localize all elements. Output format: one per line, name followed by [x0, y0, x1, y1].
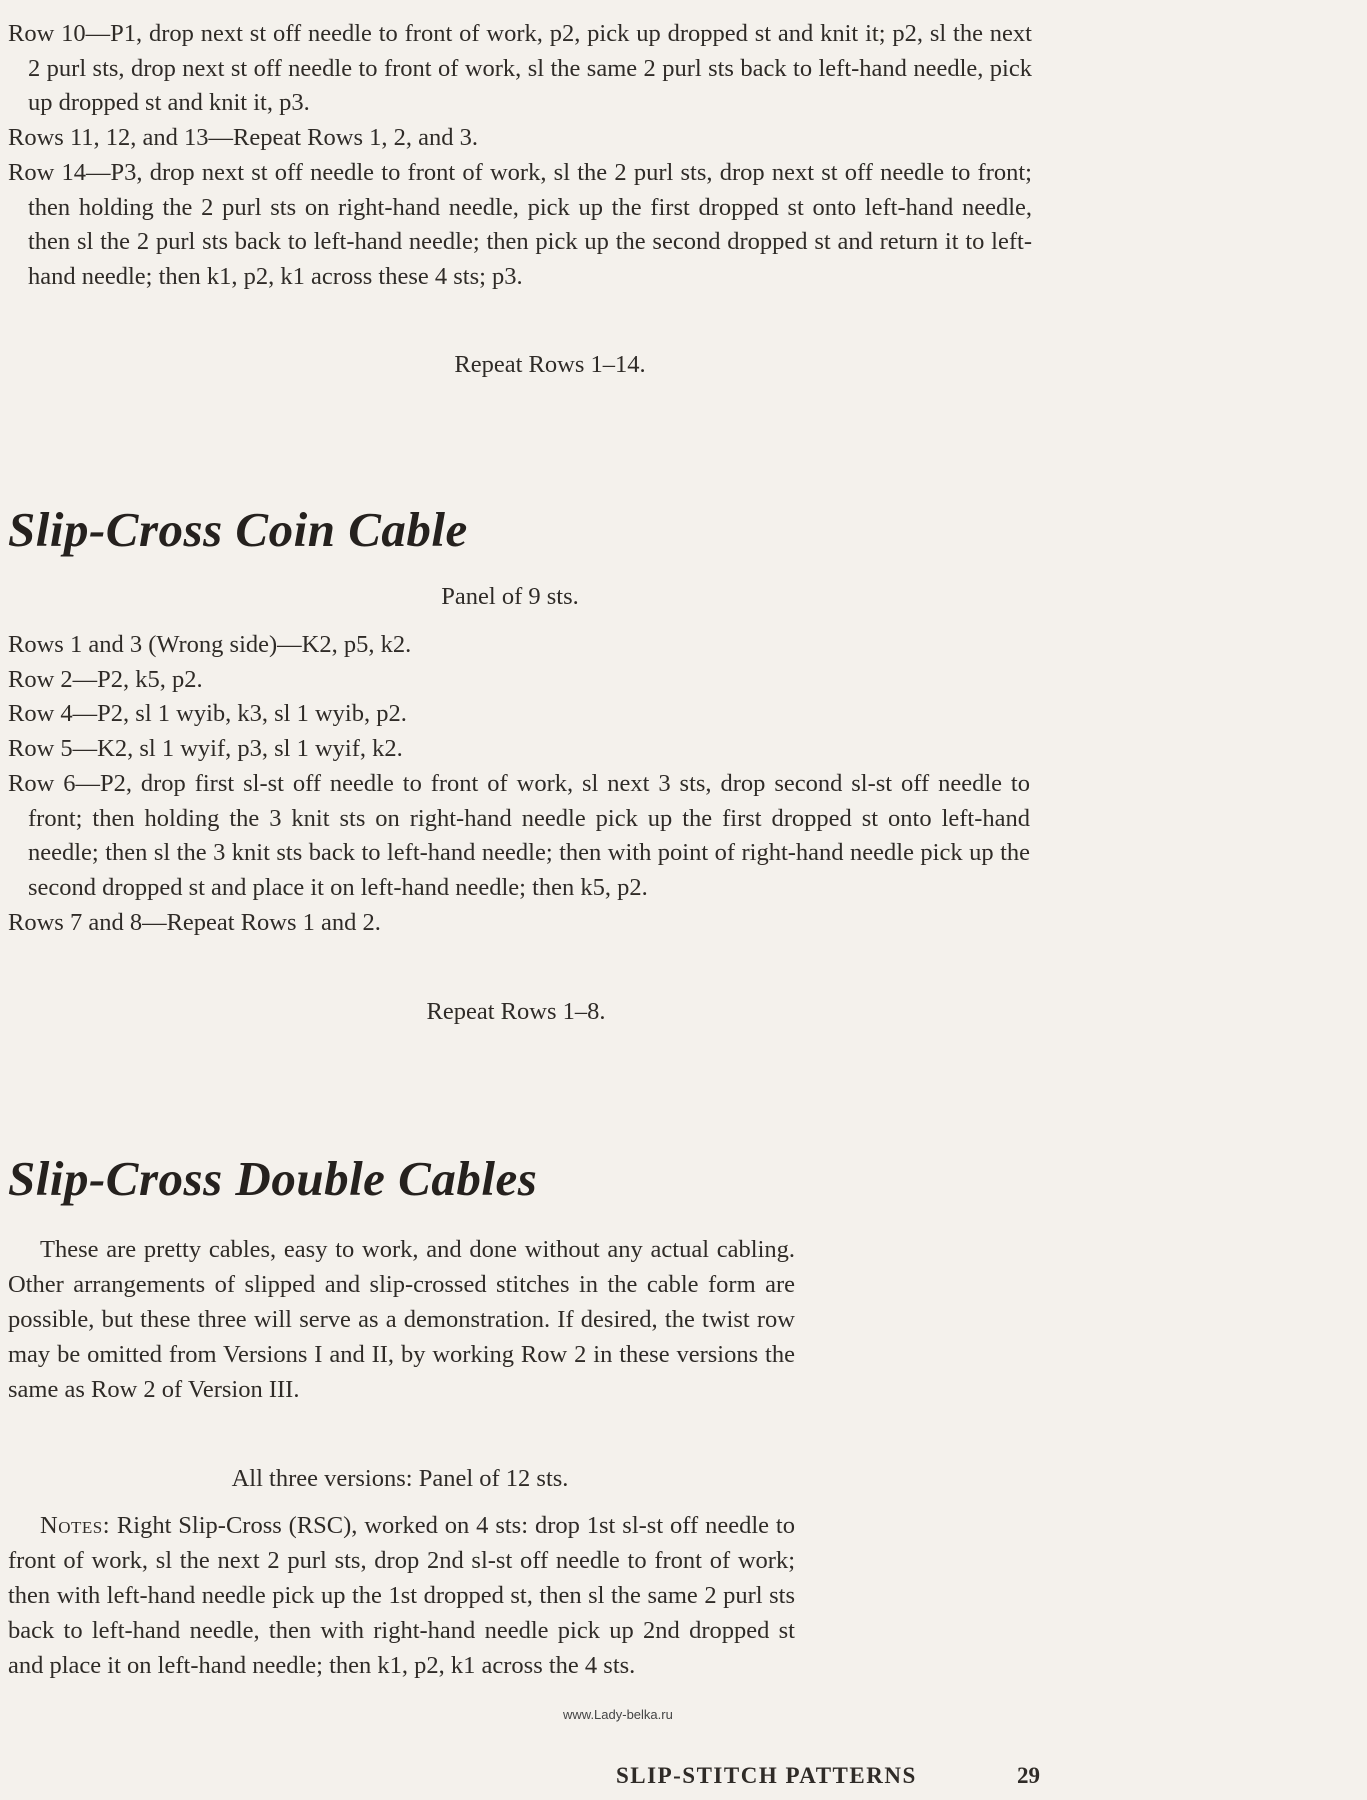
section1-repeat: Repeat Rows 1–14. — [454, 351, 646, 378]
notes-text: Right Slip-Cross (RSC), worked on 4 sts: drop 1st sl-st off needle to front of work, sl the next 2 purl sts, drop 2nd sl-st off needle to front of work; then with left-hand needle pick up the 1st dropped st, then sl the same 2 purl sts back to left-hand needle, then with right-hand needle pick up 2nd dropped st and place it on left-hand needle; then k1, p2, k1 across the 4 sts. — [8, 1512, 795, 1679]
section3-notes — [8, 1508, 795, 1683]
section2-repeat: Repeat Rows 1–8. — [426, 998, 606, 1025]
notes-label: Notes: — [40, 1512, 110, 1539]
row-instruction: Rows 1 and 3 (Wrong side)—K2, p5, k2. — [8, 631, 412, 658]
row-instruction: Row 4—P2, sl 1 wyib, k3, sl 1 wyib, p2. — [8, 700, 407, 728]
section1-rows — [8, 17, 1032, 295]
watermark: www.Lady-belka.ru — [563, 1707, 673, 1722]
row-instruction: Row 6—P2, drop first sl-st off needle to front of work, sl next 3 sts, drop second sl-st off needle to front; then holding the 3 knit sts on right-hand needle pick up the first dropped st onto left-hand needle; then sl the 3 knit sts back to left-hand needle; then with point of right-hand needle pick up the second dropped st and place it on left-hand needle; then k5, p2. — [8, 769, 1030, 901]
section3-intro: These are pretty cables, easy to work, and done without any actual cabling. Other arrangements of slipped and slip-crossed stitches in the cable form are possible, but these three will serve as a demonstration. If desired, the twist row may be omitted from Versions I and II, by working Row 2 in these versions the same as Row 2 of Version III. — [8, 1236, 795, 1403]
section3-panel: All three versions: Panel of 12 sts. — [231, 1465, 569, 1492]
row-instruction: Rows 11, 12, and 13—Repeat Rows 1, 2, and 3. — [8, 124, 478, 152]
page-number: 29 — [1017, 1763, 1040, 1788]
running-footer: SLIP-STITCH PATTERNS — [616, 1763, 917, 1788]
section2-panel: Panel of 9 sts. — [441, 583, 579, 610]
row-instruction: Row 14—P3, drop next st off needle to front of work, sl the 2 purl sts, drop next st off needle to front; then holding the 2 purl sts on right-hand needle, pick up the first dropped st onto left-hand needle, then sl the 2 purl sts back to left-hand needle; then pick up the second dropped st and return it to left-hand needle; then k1, p2, k1 across these 4 sts; p3. — [8, 158, 1032, 290]
row-instruction: Row 5—K2, sl 1 wyif, p3, sl 1 wyif, k2. — [8, 735, 403, 763]
section2-rows — [8, 628, 1030, 940]
row-instruction: Row 10—P1, drop next st off needle to front of work, p2, pick up dropped st and knit it; p2, sl the next 2 purl sts, drop next st off needle to front of work, sl the same 2 purl sts back to left-hand needle, pick up dropped st and knit it, p3. — [8, 20, 1032, 117]
row-instruction: Rows 7 and 8—Repeat Rows 1 and 2. — [8, 908, 381, 936]
row-instruction: Row 2—P2, k5, p2. — [8, 665, 203, 693]
section3-title: Slip-Cross Double Cables — [8, 1151, 538, 1206]
section2-title: Slip-Cross Coin Cable — [8, 502, 468, 557]
